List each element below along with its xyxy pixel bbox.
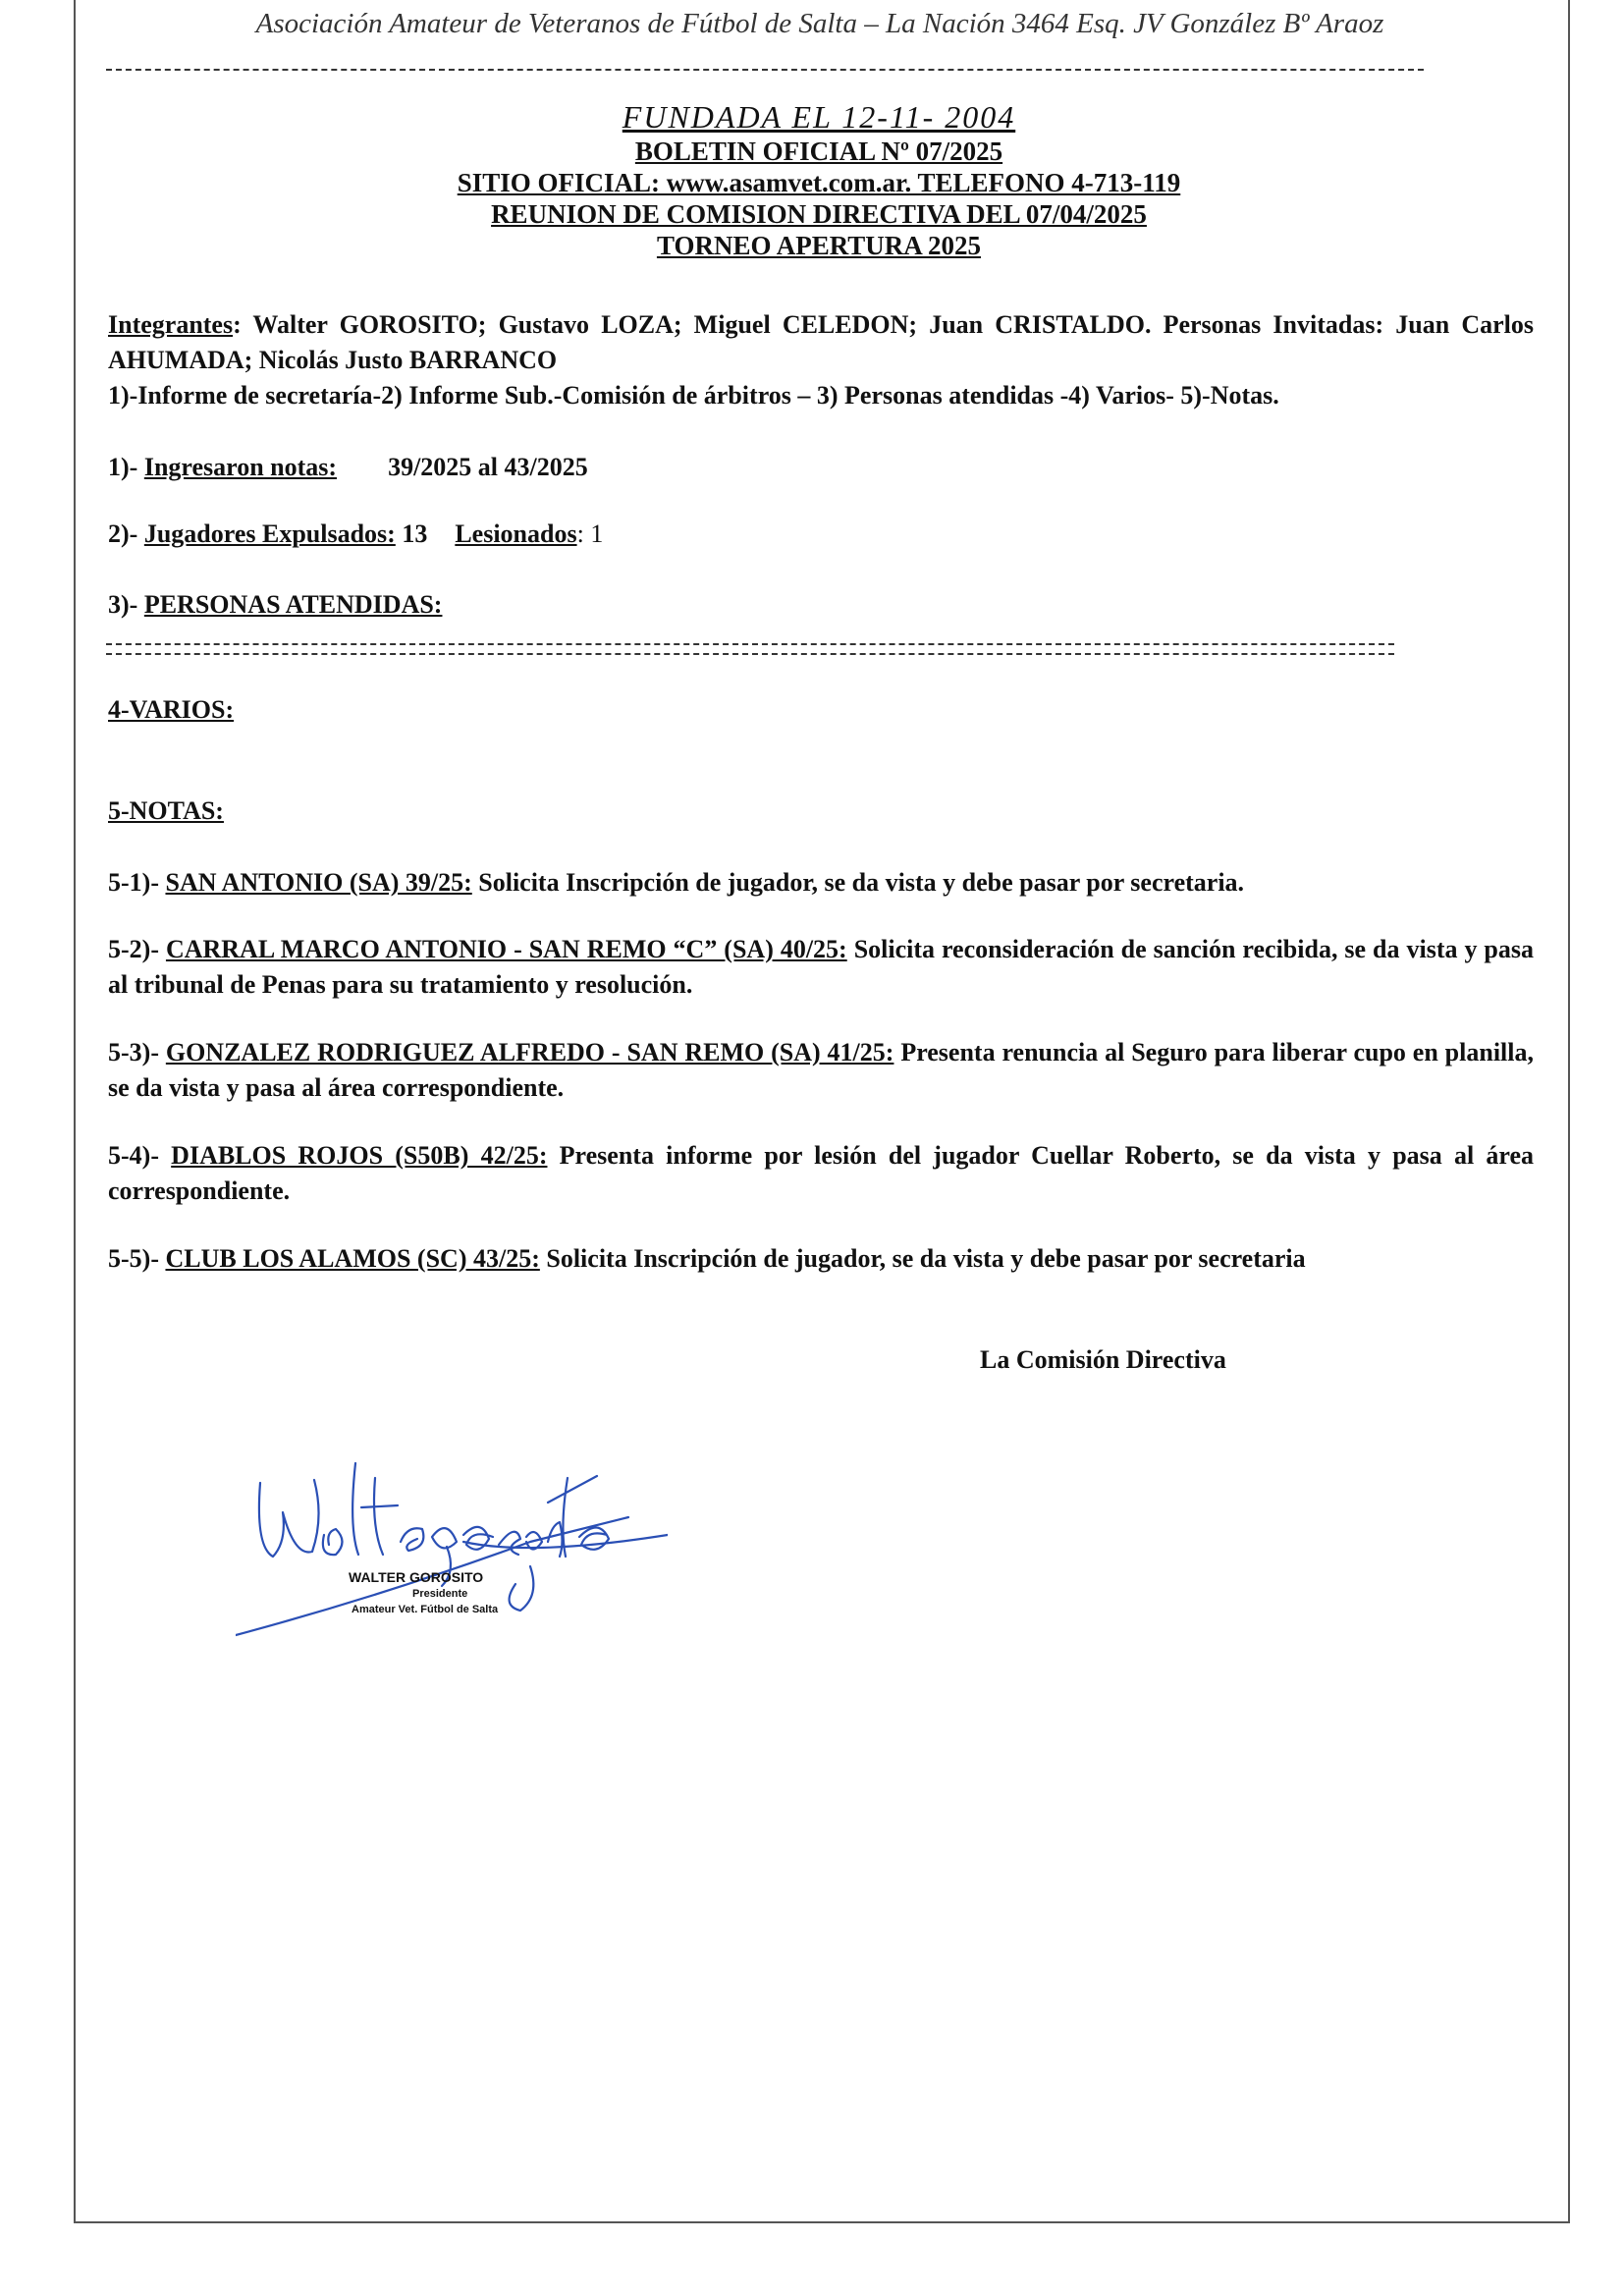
bulletin-number: BOLETIN OFICIAL Nº 07/2025 (634, 137, 1003, 166)
nota-5-1: 5-1)- SAN ANTONIO (SA) 39/25: Solicita Inscripción de jugador, se da vista y debe pasar por secretaria. (108, 868, 1245, 897)
closing-signature-label: La Comisión Directiva (980, 1345, 1226, 1374)
nota-text: Solicita reconsideración de sanción recibida, se da vista y pasa al tribunal de Penas para su tratamiento y resolución. (108, 935, 1534, 999)
section-1-label: Ingresaron notas: (143, 453, 338, 481)
nota-text: Presenta informe por lesión del jugador Cuellar Roberto, se da vista y pasa al área correspondiente. (108, 1141, 1534, 1205)
section-5 (108, 793, 1534, 829)
injured-value: : 1 (576, 519, 604, 548)
section-3-label: PERSONAS ATENDIDAS: (143, 590, 443, 619)
section-3-divider-1 (106, 643, 1394, 645)
page-frame-left (74, 0, 76, 2221)
nota-text: Solicita Inscripción de jugador, se da vista y debe pasar por secretaria (539, 1244, 1306, 1273)
founded-line: FUNDADA EL 12-11- 2004 (622, 99, 1016, 135)
page-frame-right (1568, 0, 1570, 2221)
nota-text: Solicita Inscripción de jugador, se da vista y debe pasar por secretaria. (471, 868, 1245, 897)
members-paragraph (108, 307, 1534, 413)
header-divider (106, 69, 1424, 71)
section-1: 1)- Ingresaron notas: 39/2025 al 43/2025 (108, 453, 588, 481)
title-block (106, 98, 1532, 261)
stamp-name: WALTER GOROSITO (349, 1569, 484, 1585)
nota-5-5: 5-5)- CLUB LOS ALAMOS (SC) 43/25: Solicita Inscripción de jugador, se da vista y debe pasar por secretaria (108, 1244, 1306, 1273)
nota-ref: DIABLOS ROJOS (S50B) 42/25: (171, 1141, 548, 1170)
nota-text: Presenta renuncia al Seguro para liberar cupo en planilla, se da vista y pasa al área correspondiente. (108, 1038, 1534, 1102)
section-1-value: 39/2025 al 43/2025 (388, 453, 588, 481)
members-text: : Walter GOROSITO; Gustavo LOZA; Miguel CELEDON; Juan CRISTALDO. Personas Invitadas: Juan Carlos AHUMADA; Nicolás Justo BARRANCO (108, 310, 1534, 374)
nota-ref: GONZALEZ RODRIGUEZ ALFREDO - SAN REMO (SA) 41/25: (165, 1038, 894, 1066)
injured-label: Lesionados (455, 519, 577, 548)
handwritten-signature-icon (236, 1419, 668, 1684)
members-label: Integrantes (108, 310, 234, 339)
section-4 (108, 692, 1534, 728)
nota-5-2: 5-2)- CARRAL MARCO ANTONIO - SAN REMO “C” (SA) 40/25: Solicita reconsideración de sanción recibida, se da vista y pasa al tribunal de Penas para su tratamiento y resolución. (108, 935, 1534, 999)
signature-stamp (236, 1419, 668, 1684)
section-3: 3)- PERSONAS ATENDIDAS: (108, 590, 443, 619)
nota-ref: SAN ANTONIO (SA) 39/25: (165, 868, 472, 897)
nota-5-4: 5-4)- DIABLOS ROJOS (S50B) 42/25: Presenta informe por lesión del jugador Cuellar Roberto, se da vista y pasa al área correspondiente. (108, 1141, 1534, 1205)
association-header: Asociación Amateur de Veteranos de Fútbol de Salta – La Nación 3464 Esq. JV González Bº Araoz (255, 8, 1384, 39)
section-4-label: 4-VARIOS: (108, 695, 235, 724)
official-site: SITIO OFICIAL: www.asamvet.com.ar. TELEFONO 4-713-119 (457, 168, 1181, 197)
agenda-text: 1)-Informe de secretaría-2) Informe Sub.-Comisión de árbitros – 3) Personas atendidas -4) Varios- 5)-Notas. (108, 381, 1279, 410)
tournament-line: TORNEO APERTURA 2025 (656, 231, 982, 260)
section-2: 2)- Jugadores Expulsados: 13 Lesionados: 1 (108, 519, 604, 548)
section-3-divider-2 (106, 653, 1394, 655)
stamp-org: Amateur Vet. Fútbol de Salta (352, 1604, 499, 1615)
section-5-label: 5-NOTAS: (108, 796, 224, 825)
nota-ref: CLUB LOS ALAMOS (SC) 43/25: (165, 1244, 540, 1273)
meeting-line: REUNION DE COMISION DIRECTIVA DEL 07/04/2025 (491, 199, 1147, 229)
expelled-value: 13 (402, 519, 428, 548)
nota-ref: CARRAL MARCO ANTONIO - SAN REMO “C” (SA) 40/25: (165, 935, 847, 963)
stamp-role: Presidente (412, 1588, 468, 1600)
page-frame-bottom (74, 2221, 1570, 2223)
expelled-label: Jugadores Expulsados: (143, 519, 396, 548)
nota-5-3: 5-3)- GONZALEZ RODRIGUEZ ALFREDO - SAN REMO (SA) 41/25: Presenta renuncia al Seguro para liberar cupo en planilla, se da vista y pasa al área correspondiente. (108, 1038, 1534, 1102)
